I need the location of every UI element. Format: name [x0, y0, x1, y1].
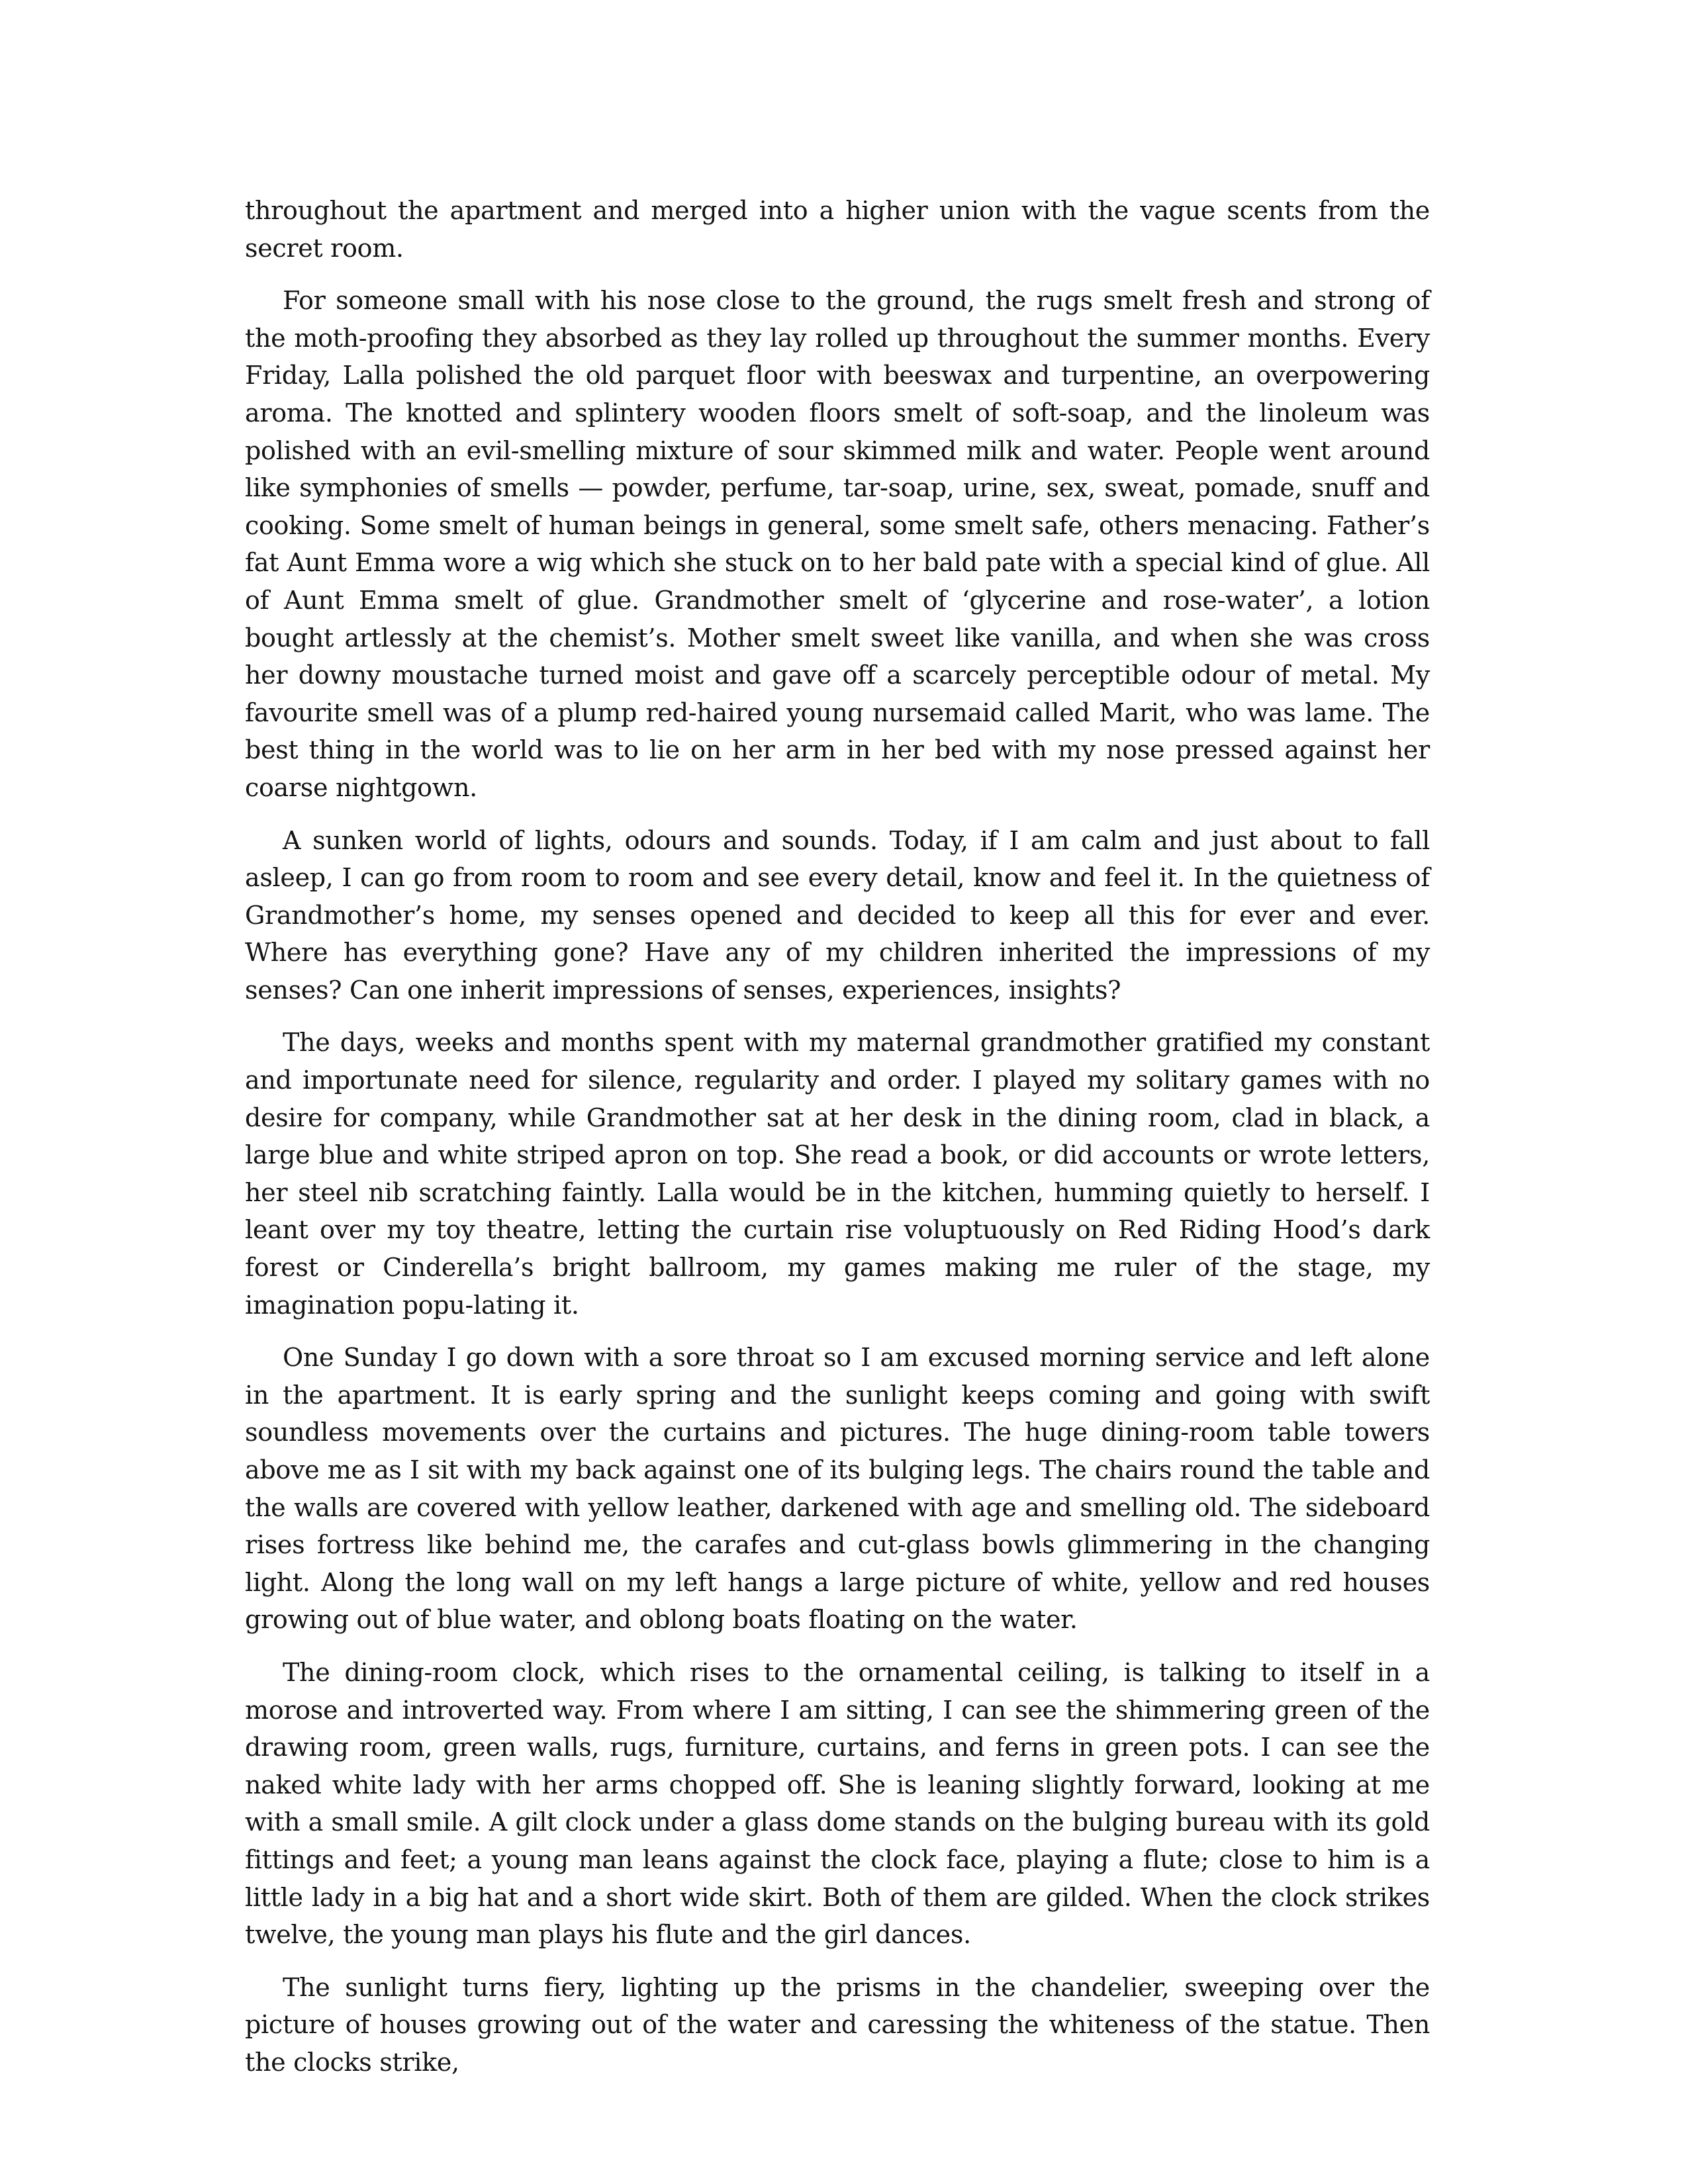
paragraph-continued: throughout the apartment and merged into a higher union with the vague scents from the secret room.: [245, 196, 1430, 263]
paragraph-sunlight: The sunlight turns fiery, lighting up the prisms in the chandelier, sweeping over the picture of houses growing out of the water and caressing the whiteness of the statue. Then the clocks strike,: [245, 1972, 1430, 2077]
paragraph-sunken-world: A sunken world of lights, odours and sounds. Today, if I am calm and just about to fall asleep, I can go from room to room and see every detail, know and feel it. In the quietness of Grandmother’s home, my senses opened and decided to keep all this for ever and ever. Where has everything gone? Have any of my children inherited the impressions of my senses? Can one inherit impressions of senses, experiences, insights?: [245, 825, 1430, 1005]
paragraph-dining-room-clock: The dining-room clock, which rises to the ornamental ceiling, is talking to itself in a morose and introverted way. From where I am sitting, I can see the shimmering green of the drawing room, green walls, rugs, furniture, curtains, and ferns in green pots. I can see the naked white lady with her arms chopped off. She is leaning slightly forward, looking at me with a small smile. A gilt clock under a glass dome stands on the bulging bureau with its gold fittings and feet; a young man leans against the clock face, playing a flute; close to him is a little lady in a big hat and a short wide skirt. Both of them are gilded. When the clock strikes twelve, the young man plays his flute and the girl dances.: [245, 1657, 1430, 1950]
paragraph-grandmother-days: The days, weeks and months spent with my maternal grandmother gratified my constant and importunate need for silence, regularity and order. I played my solitary games with no desire for company, while Grandmother sat at her desk in the dining room, clad in black, a large blue and white striped apron on top. She read a book, or did accounts or wrote letters, her steel nib scratching faintly. Lalla would be in the kitchen, humming quietly to herself. I leant over my toy theatre, letting the curtain rise voluptuously on Red Riding Hood’s dark forest or Cinderella’s bright ballroom, my games making me ruler of the stage, my imagination popu-lating it.: [245, 1028, 1430, 1320]
paragraph-smells: For someone small with his nose close to the ground, the rugs smelt fresh and strong of the moth-proofing they absorbed as they lay rolled up throughout the summer months. Every Friday, Lalla polished the old parquet floor with beeswax and turpentine, an overpowering aroma. The knotted and splintery wooden floors smelt of soft-soap, and the linoleum was polished with an evil-smelling mixture of sour skimmed milk and water. People went around like symphonies of smells — powder, perfume, tar-soap, urine, sex, sweat, pomade, snuff and cooking. Some smelt of human beings in general, some smelt safe, others menacing. Father’s fat Aunt Emma wore a wig which she stuck on to her bald pate with a special kind of glue. All of Aunt Emma smelt of glue. Grandmother smelt of ‘glycerine and rose-water’, a lotion bought artlessly at the chemist’s. Mother smelt sweet like vanilla, and when she was cross her downy moustache turned moist and gave off a scarcely perceptible odour of metal. My favourite smell was of a plump red-haired young nursemaid called Marit, who was lame. The best thing in the world was to lie on her arm in her bed with my nose pressed against her coarse nightgown.: [245, 286, 1430, 802]
book-page: [245, 192, 1430, 2097]
paragraph-sunday: One Sunday I go down with a sore throat so I am excused morning service and left alone in the apartment. It is early spring and the sunlight keeps coming and going with swift soundless movements over the curtains and pictures. The huge dining-room table towers above me as I sit with my back against one of its bulging legs. The chairs round the table and the walls are covered with yellow leather, darkened with age and smelling old. The sideboard rises fortress like behind me, the carafes and cut-glass bowls glimmering in the changing light. Along the long wall on my left hangs a large picture of white, yellow and red houses growing out of blue water, and oblong boats floating on the water.: [245, 1343, 1430, 1635]
